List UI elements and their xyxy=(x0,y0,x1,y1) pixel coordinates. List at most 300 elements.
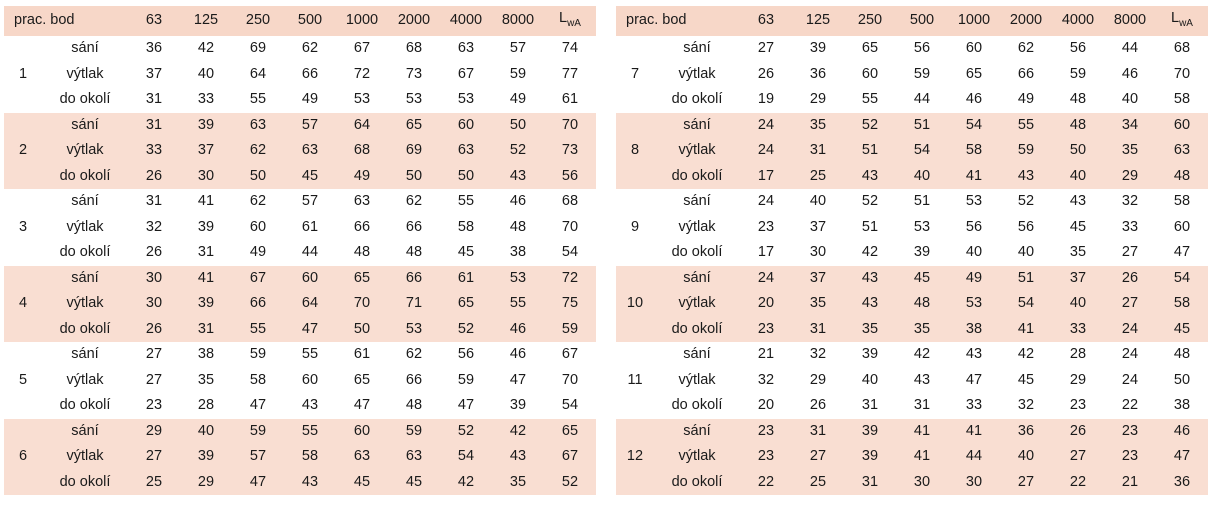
cell-band-value: 59 xyxy=(232,419,284,445)
header-cell-frequency: 63 xyxy=(128,6,180,36)
table-row xyxy=(4,342,596,368)
cell-band-value: 59 xyxy=(1000,138,1052,164)
cell-band-value: 40 xyxy=(180,62,232,88)
cell-row-label: do okolí xyxy=(654,393,740,419)
cell-band-value: 68 xyxy=(336,138,388,164)
cell-band-value: 57 xyxy=(492,36,544,62)
table-row xyxy=(4,36,596,62)
cell-band-value: 31 xyxy=(792,138,844,164)
cell-lwa-value: 48 xyxy=(1156,164,1208,190)
cell-band-value: 40 xyxy=(844,368,896,394)
cell-band-value: 66 xyxy=(388,368,440,394)
table-row xyxy=(616,368,1208,394)
cell-band-value: 39 xyxy=(844,444,896,470)
cell-band-value: 48 xyxy=(896,291,948,317)
cell-band-value: 33 xyxy=(128,138,180,164)
cell-band-value: 26 xyxy=(128,164,180,190)
cell-band-value: 51 xyxy=(896,113,948,139)
table-row xyxy=(616,189,1208,215)
cell-band-value: 63 xyxy=(232,113,284,139)
cell-row-label: výtlak xyxy=(654,291,740,317)
cell-working-point-index: 7 xyxy=(616,36,654,113)
cell-band-value: 43 xyxy=(1000,164,1052,190)
cell-lwa-value: 45 xyxy=(1156,317,1208,343)
cell-lwa-value: 70 xyxy=(1156,62,1208,88)
table-body-right xyxy=(616,36,1208,495)
cell-band-value: 59 xyxy=(440,368,492,394)
cell-row-label: do okolí xyxy=(42,87,128,113)
cell-band-value: 59 xyxy=(232,342,284,368)
cell-lwa-value: 63 xyxy=(1156,138,1208,164)
cell-band-value: 31 xyxy=(180,240,232,266)
cell-band-value: 55 xyxy=(284,419,336,445)
cell-band-value: 31 xyxy=(792,317,844,343)
cell-band-value: 39 xyxy=(180,444,232,470)
cell-band-value: 37 xyxy=(128,62,180,88)
cell-band-value: 31 xyxy=(896,393,948,419)
cell-band-value: 66 xyxy=(232,291,284,317)
cell-band-value: 64 xyxy=(284,291,336,317)
table-right-wrapper xyxy=(616,6,1208,495)
cell-band-value: 33 xyxy=(1104,215,1156,241)
cell-band-value: 56 xyxy=(1052,36,1104,62)
cell-band-value: 40 xyxy=(1104,87,1156,113)
header-cell-frequency: 4000 xyxy=(440,6,492,36)
cell-band-value: 38 xyxy=(180,342,232,368)
cell-lwa-value: 36 xyxy=(1156,470,1208,496)
cell-band-value: 21 xyxy=(1104,470,1156,496)
cell-band-value: 53 xyxy=(948,189,1000,215)
header-cell-frequency: 1000 xyxy=(948,6,1000,36)
cell-working-point-index: 6 xyxy=(4,419,42,496)
table-row xyxy=(4,113,596,139)
cell-band-value: 43 xyxy=(896,368,948,394)
table-left-wrapper xyxy=(4,6,596,495)
cell-band-value: 48 xyxy=(1052,87,1104,113)
cell-band-value: 63 xyxy=(284,138,336,164)
cell-band-value: 54 xyxy=(1000,291,1052,317)
cell-band-value: 41 xyxy=(180,266,232,292)
cell-band-value: 26 xyxy=(128,240,180,266)
cell-band-value: 36 xyxy=(128,36,180,62)
cell-band-value: 62 xyxy=(388,189,440,215)
cell-band-value: 51 xyxy=(844,138,896,164)
cell-band-value: 50 xyxy=(1052,138,1104,164)
header-cell-lwa: $L_{wA}$ xyxy=(1156,6,1208,36)
cell-band-value: 65 xyxy=(388,113,440,139)
cell-band-value: 31 xyxy=(792,419,844,445)
cell-row-label: výtlak xyxy=(654,215,740,241)
cell-band-value: 54 xyxy=(896,138,948,164)
cell-band-value: 30 xyxy=(180,164,232,190)
cell-band-value: 53 xyxy=(388,87,440,113)
noise-level-table-left xyxy=(4,6,596,495)
cell-band-value: 40 xyxy=(1052,291,1104,317)
cell-band-value: 22 xyxy=(1052,470,1104,496)
table-row xyxy=(4,317,596,343)
cell-band-value: 62 xyxy=(388,342,440,368)
cell-band-value: 55 xyxy=(232,87,284,113)
cell-band-value: 53 xyxy=(388,317,440,343)
cell-band-value: 46 xyxy=(1104,62,1156,88)
header-cell-frequency: 125 xyxy=(792,6,844,36)
cell-band-value: 54 xyxy=(948,113,1000,139)
table-row xyxy=(616,419,1208,445)
cell-band-value: 60 xyxy=(336,419,388,445)
cell-band-value: 22 xyxy=(740,470,792,496)
table-row xyxy=(616,444,1208,470)
cell-lwa-value: 59 xyxy=(544,317,596,343)
cell-lwa-value: 68 xyxy=(544,189,596,215)
cell-lwa-value: 47 xyxy=(1156,240,1208,266)
cell-band-value: 69 xyxy=(388,138,440,164)
table-row xyxy=(616,317,1208,343)
cell-band-value: 28 xyxy=(180,393,232,419)
header-cell-frequency: 250 xyxy=(844,6,896,36)
header-cell-frequency: 500 xyxy=(284,6,336,36)
cell-band-value: 43 xyxy=(844,164,896,190)
cell-band-value: 65 xyxy=(440,291,492,317)
cell-working-point-index: 12 xyxy=(616,419,654,496)
cell-band-value: 33 xyxy=(1052,317,1104,343)
cell-working-point-index: 9 xyxy=(616,189,654,266)
cell-band-value: 61 xyxy=(440,266,492,292)
cell-band-value: 42 xyxy=(440,470,492,496)
cell-band-value: 24 xyxy=(740,138,792,164)
cell-band-value: 41 xyxy=(896,444,948,470)
cell-band-value: 36 xyxy=(792,62,844,88)
cell-band-value: 42 xyxy=(844,240,896,266)
cell-band-value: 66 xyxy=(336,215,388,241)
table-header-right xyxy=(616,6,1208,36)
cell-band-value: 35 xyxy=(896,317,948,343)
cell-band-value: 71 xyxy=(388,291,440,317)
cell-band-value: 25 xyxy=(128,470,180,496)
cell-lwa-value: 60 xyxy=(1156,215,1208,241)
cell-band-value: 19 xyxy=(740,87,792,113)
cell-band-value: 50 xyxy=(232,164,284,190)
cell-band-value: 66 xyxy=(388,266,440,292)
cell-band-value: 35 xyxy=(844,317,896,343)
cell-band-value: 40 xyxy=(948,240,1000,266)
cell-band-value: 35 xyxy=(492,470,544,496)
table-row xyxy=(616,393,1208,419)
cell-band-value: 48 xyxy=(336,240,388,266)
cell-band-value: 55 xyxy=(440,189,492,215)
header-cell-frequency: 1000 xyxy=(336,6,388,36)
cell-band-value: 31 xyxy=(128,113,180,139)
cell-band-value: 23 xyxy=(740,444,792,470)
cell-band-value: 23 xyxy=(740,317,792,343)
cell-band-value: 58 xyxy=(232,368,284,394)
cell-band-value: 29 xyxy=(792,87,844,113)
cell-band-value: 42 xyxy=(492,419,544,445)
cell-band-value: 46 xyxy=(492,342,544,368)
cell-band-value: 60 xyxy=(284,368,336,394)
cell-band-value: 59 xyxy=(896,62,948,88)
cell-band-value: 55 xyxy=(844,87,896,113)
cell-band-value: 25 xyxy=(792,470,844,496)
table-body-left xyxy=(4,36,596,495)
cell-row-label: do okolí xyxy=(654,87,740,113)
cell-band-value: 43 xyxy=(948,342,1000,368)
cell-band-value: 30 xyxy=(792,240,844,266)
cell-band-value: 52 xyxy=(844,113,896,139)
cell-working-point-index: 8 xyxy=(616,113,654,190)
cell-band-value: 43 xyxy=(284,470,336,496)
cell-band-value: 64 xyxy=(336,113,388,139)
cell-band-value: 39 xyxy=(180,113,232,139)
cell-lwa-value: 70 xyxy=(544,368,596,394)
cell-lwa-value: 70 xyxy=(544,113,596,139)
cell-band-value: 32 xyxy=(128,215,180,241)
table-row xyxy=(4,62,596,88)
cell-band-value: 64 xyxy=(232,62,284,88)
header-cell-frequency: 8000 xyxy=(492,6,544,36)
cell-band-value: 17 xyxy=(740,240,792,266)
cell-band-value: 47 xyxy=(492,368,544,394)
table-row xyxy=(616,36,1208,62)
cell-lwa-value: 67 xyxy=(544,444,596,470)
cell-band-value: 62 xyxy=(284,36,336,62)
table-row xyxy=(4,419,596,445)
cell-lwa-value: 73 xyxy=(544,138,596,164)
cell-band-value: 25 xyxy=(792,164,844,190)
cell-band-value: 38 xyxy=(492,240,544,266)
cell-band-value: 23 xyxy=(128,393,180,419)
cell-lwa-value: 58 xyxy=(1156,189,1208,215)
cell-band-value: 45 xyxy=(1052,215,1104,241)
cell-band-value: 52 xyxy=(440,317,492,343)
cell-band-value: 23 xyxy=(1052,393,1104,419)
cell-band-value: 65 xyxy=(948,62,1000,88)
cell-row-label: výtlak xyxy=(42,138,128,164)
cell-band-value: 55 xyxy=(232,317,284,343)
header-cell-frequency: 500 xyxy=(896,6,948,36)
cell-band-value: 67 xyxy=(336,36,388,62)
cell-band-value: 62 xyxy=(1000,36,1052,62)
cell-band-value: 37 xyxy=(180,138,232,164)
cell-row-label: sání xyxy=(654,36,740,62)
cell-band-value: 26 xyxy=(792,393,844,419)
table-row xyxy=(4,470,596,496)
cell-band-value: 43 xyxy=(284,393,336,419)
cell-band-value: 65 xyxy=(336,368,388,394)
cell-band-value: 72 xyxy=(336,62,388,88)
cell-lwa-value: 61 xyxy=(544,87,596,113)
cell-band-value: 57 xyxy=(232,444,284,470)
cell-band-value: 36 xyxy=(1000,419,1052,445)
cell-band-value: 46 xyxy=(492,317,544,343)
cell-working-point-index: 1 xyxy=(4,36,42,113)
cell-band-value: 40 xyxy=(1000,444,1052,470)
cell-row-label: do okolí xyxy=(42,470,128,496)
cell-band-value: 24 xyxy=(740,266,792,292)
cell-band-value: 27 xyxy=(128,342,180,368)
cell-band-value: 35 xyxy=(1104,138,1156,164)
cell-band-value: 32 xyxy=(1104,189,1156,215)
cell-row-label: do okolí xyxy=(42,317,128,343)
header-cell-frequency: 125 xyxy=(180,6,232,36)
cell-row-label: sání xyxy=(42,266,128,292)
cell-band-value: 62 xyxy=(232,138,284,164)
cell-band-value: 51 xyxy=(844,215,896,241)
cell-band-value: 30 xyxy=(128,291,180,317)
cell-band-value: 67 xyxy=(440,62,492,88)
table-row xyxy=(4,444,596,470)
cell-band-value: 61 xyxy=(284,215,336,241)
table-header-row xyxy=(616,6,1208,36)
cell-band-value: 45 xyxy=(284,164,336,190)
cell-row-label: do okolí xyxy=(42,393,128,419)
cell-band-value: 55 xyxy=(1000,113,1052,139)
cell-band-value: 47 xyxy=(440,393,492,419)
cell-band-value: 44 xyxy=(284,240,336,266)
cell-band-value: 68 xyxy=(388,36,440,62)
cell-band-value: 58 xyxy=(948,138,1000,164)
cell-band-value: 39 xyxy=(492,393,544,419)
cell-row-label: do okolí xyxy=(654,470,740,496)
cell-band-value: 44 xyxy=(896,87,948,113)
cell-row-label: sání xyxy=(654,189,740,215)
cell-band-value: 27 xyxy=(1104,291,1156,317)
cell-band-value: 27 xyxy=(1052,444,1104,470)
cell-working-point-index: 11 xyxy=(616,342,654,419)
table-row xyxy=(616,240,1208,266)
cell-row-label: výtlak xyxy=(654,138,740,164)
cell-lwa-value: 54 xyxy=(544,240,596,266)
cell-band-value: 31 xyxy=(180,317,232,343)
cell-band-value: 39 xyxy=(792,36,844,62)
cell-band-value: 27 xyxy=(1104,240,1156,266)
cell-band-value: 35 xyxy=(1052,240,1104,266)
cell-band-value: 53 xyxy=(492,266,544,292)
cell-band-value: 26 xyxy=(740,62,792,88)
cell-band-value: 24 xyxy=(740,189,792,215)
cell-band-value: 29 xyxy=(1104,164,1156,190)
cell-lwa-value: 54 xyxy=(544,393,596,419)
cell-band-value: 73 xyxy=(388,62,440,88)
table-row xyxy=(4,368,596,394)
cell-band-value: 56 xyxy=(948,215,1000,241)
cell-band-value: 56 xyxy=(1000,215,1052,241)
table-row xyxy=(4,138,596,164)
cell-working-point-index: 5 xyxy=(4,342,42,419)
cell-band-value: 26 xyxy=(1104,266,1156,292)
cell-band-value: 22 xyxy=(1104,393,1156,419)
cell-band-value: 52 xyxy=(844,189,896,215)
cell-band-value: 46 xyxy=(492,189,544,215)
cell-band-value: 66 xyxy=(388,215,440,241)
cell-band-value: 48 xyxy=(388,393,440,419)
cell-lwa-value: 77 xyxy=(544,62,596,88)
cell-band-value: 39 xyxy=(896,240,948,266)
cell-row-label: sání xyxy=(42,342,128,368)
cell-band-value: 32 xyxy=(740,368,792,394)
cell-band-value: 70 xyxy=(336,291,388,317)
cell-band-value: 65 xyxy=(844,36,896,62)
cell-band-value: 35 xyxy=(792,291,844,317)
cell-band-value: 57 xyxy=(284,189,336,215)
cell-lwa-value: 58 xyxy=(1156,87,1208,113)
table-header-row xyxy=(4,6,596,36)
cell-band-value: 62 xyxy=(232,189,284,215)
cell-band-value: 17 xyxy=(740,164,792,190)
cell-row-label: výtlak xyxy=(42,291,128,317)
cell-band-value: 40 xyxy=(792,189,844,215)
cell-band-value: 27 xyxy=(792,444,844,470)
cell-band-value: 31 xyxy=(128,87,180,113)
cell-row-label: výtlak xyxy=(42,215,128,241)
cell-band-value: 40 xyxy=(896,164,948,190)
table-row xyxy=(4,240,596,266)
cell-band-value: 42 xyxy=(896,342,948,368)
cell-band-value: 48 xyxy=(1052,113,1104,139)
cell-row-label: do okolí xyxy=(654,317,740,343)
table-row xyxy=(616,342,1208,368)
cell-lwa-value: 74 xyxy=(544,36,596,62)
cell-lwa-value: 75 xyxy=(544,291,596,317)
cell-lwa-value: 54 xyxy=(1156,266,1208,292)
cell-band-value: 38 xyxy=(948,317,1000,343)
cell-band-value: 30 xyxy=(948,470,1000,496)
header-cell-frequency: 4000 xyxy=(1052,6,1104,36)
cell-band-value: 63 xyxy=(336,444,388,470)
cell-band-value: 58 xyxy=(440,215,492,241)
cell-band-value: 43 xyxy=(1052,189,1104,215)
cell-band-value: 42 xyxy=(1000,342,1052,368)
header-cell-frequency: 250 xyxy=(232,6,284,36)
cell-row-label: do okolí xyxy=(42,240,128,266)
cell-band-value: 28 xyxy=(1052,342,1104,368)
header-cell-working-point: prac. bod xyxy=(616,6,740,36)
cell-band-value: 23 xyxy=(1104,419,1156,445)
cell-band-value: 48 xyxy=(492,215,544,241)
cell-band-value: 43 xyxy=(492,444,544,470)
cell-band-value: 41 xyxy=(948,164,1000,190)
cell-band-value: 47 xyxy=(232,393,284,419)
cell-band-value: 27 xyxy=(1000,470,1052,496)
cell-row-label: sání xyxy=(42,113,128,139)
cell-band-value: 60 xyxy=(232,215,284,241)
table-row xyxy=(4,215,596,241)
cell-band-value: 37 xyxy=(792,215,844,241)
cell-band-value: 50 xyxy=(336,317,388,343)
cell-band-value: 24 xyxy=(1104,368,1156,394)
cell-band-value: 57 xyxy=(284,113,336,139)
cell-band-value: 33 xyxy=(948,393,1000,419)
cell-band-value: 50 xyxy=(492,113,544,139)
cell-row-label: sání xyxy=(654,419,740,445)
cell-row-label: výtlak xyxy=(42,368,128,394)
cell-band-value: 59 xyxy=(492,62,544,88)
table-row xyxy=(4,164,596,190)
table-row xyxy=(616,87,1208,113)
cell-band-value: 32 xyxy=(792,342,844,368)
header-cell-lwa: $L_{wA}$ xyxy=(544,6,596,36)
cell-band-value: 49 xyxy=(492,87,544,113)
cell-band-value: 29 xyxy=(180,470,232,496)
cell-lwa-value: 48 xyxy=(1156,342,1208,368)
cell-band-value: 49 xyxy=(284,87,336,113)
cell-band-value: 44 xyxy=(948,444,1000,470)
cell-band-value: 50 xyxy=(440,164,492,190)
cell-band-value: 56 xyxy=(896,36,948,62)
header-cell-frequency: 63 xyxy=(740,6,792,36)
cell-row-label: výtlak xyxy=(654,368,740,394)
cell-band-value: 41 xyxy=(1000,317,1052,343)
cell-row-label: výtlak xyxy=(654,444,740,470)
